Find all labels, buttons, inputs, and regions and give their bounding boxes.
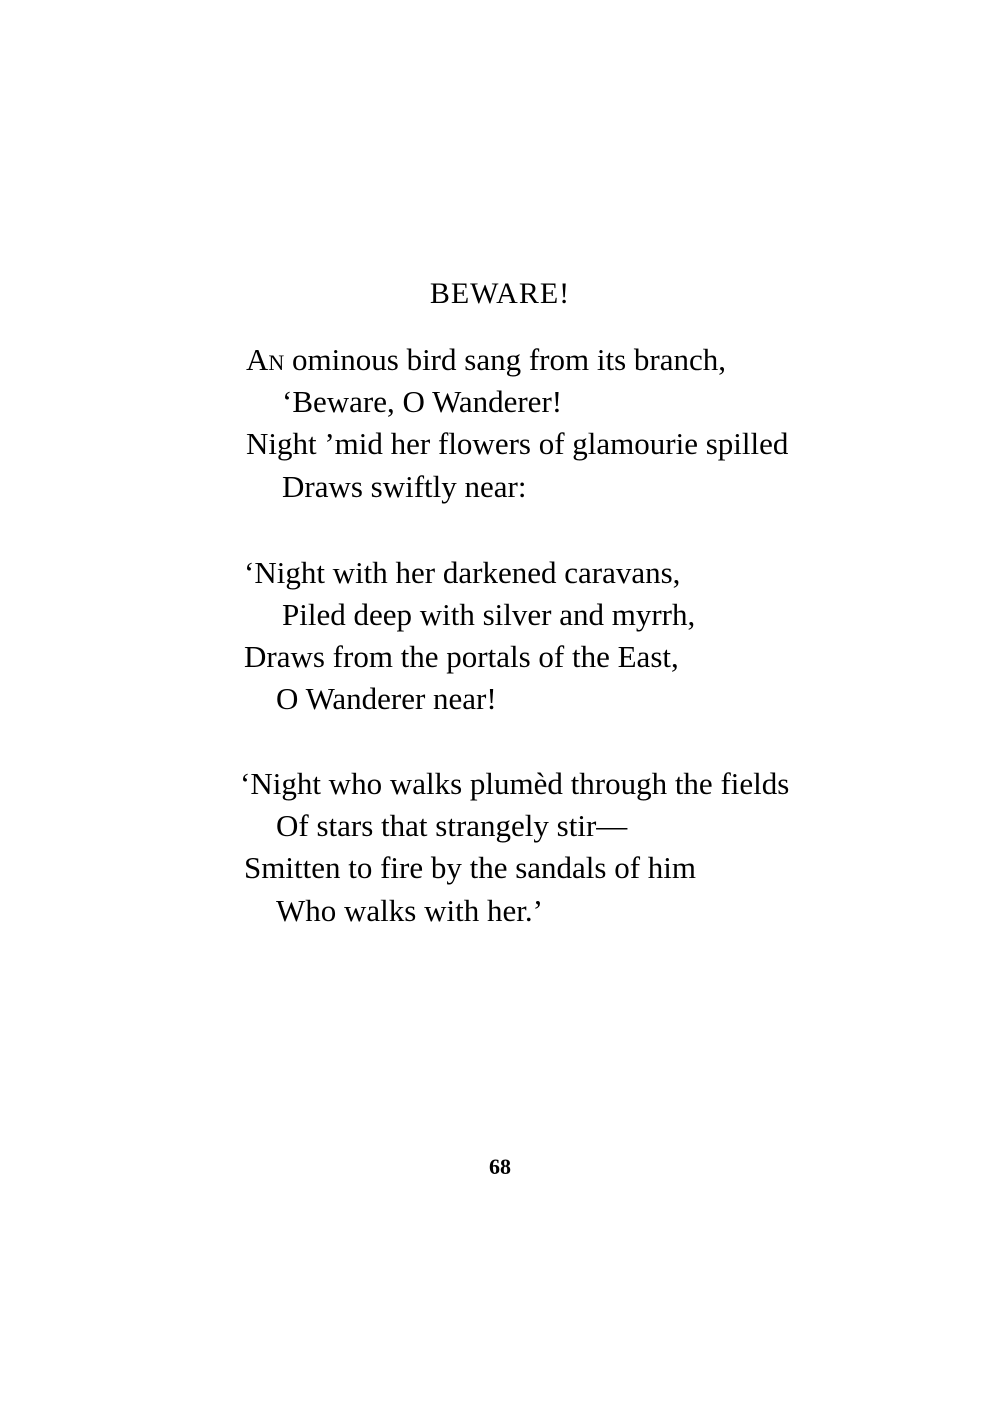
poem-line: Draws from the portals of the East, <box>244 639 679 674</box>
poem-line <box>246 340 726 380</box>
page-number: 68 <box>489 1154 511 1179</box>
poem-line: ‘Night with her darkened caravans, <box>244 555 681 590</box>
poem-line: Of stars that strangely stir— <box>276 808 628 843</box>
poem-line: ‘Beware, O Wanderer! <box>282 384 563 419</box>
poem-title: BEWARE! <box>429 277 571 310</box>
poem-line: Night ’mid her flowers of glamourie spilled <box>246 426 789 461</box>
poem-line: Who walks with her.’ <box>276 893 543 928</box>
poem-line: O Wanderer near! <box>276 681 497 716</box>
drop-word: An <box>246 342 285 377</box>
line-text: ominous bird sang from its branch, <box>284 342 726 377</box>
poem-line: Draws swiftly near: <box>282 469 527 504</box>
poem-line: ‘Night who walks plumèd through the fields <box>240 766 790 801</box>
poem-line: Piled deep with silver and myrrh, <box>282 597 696 632</box>
poem-line: Smitten to fire by the sandals of him <box>244 850 697 885</box>
